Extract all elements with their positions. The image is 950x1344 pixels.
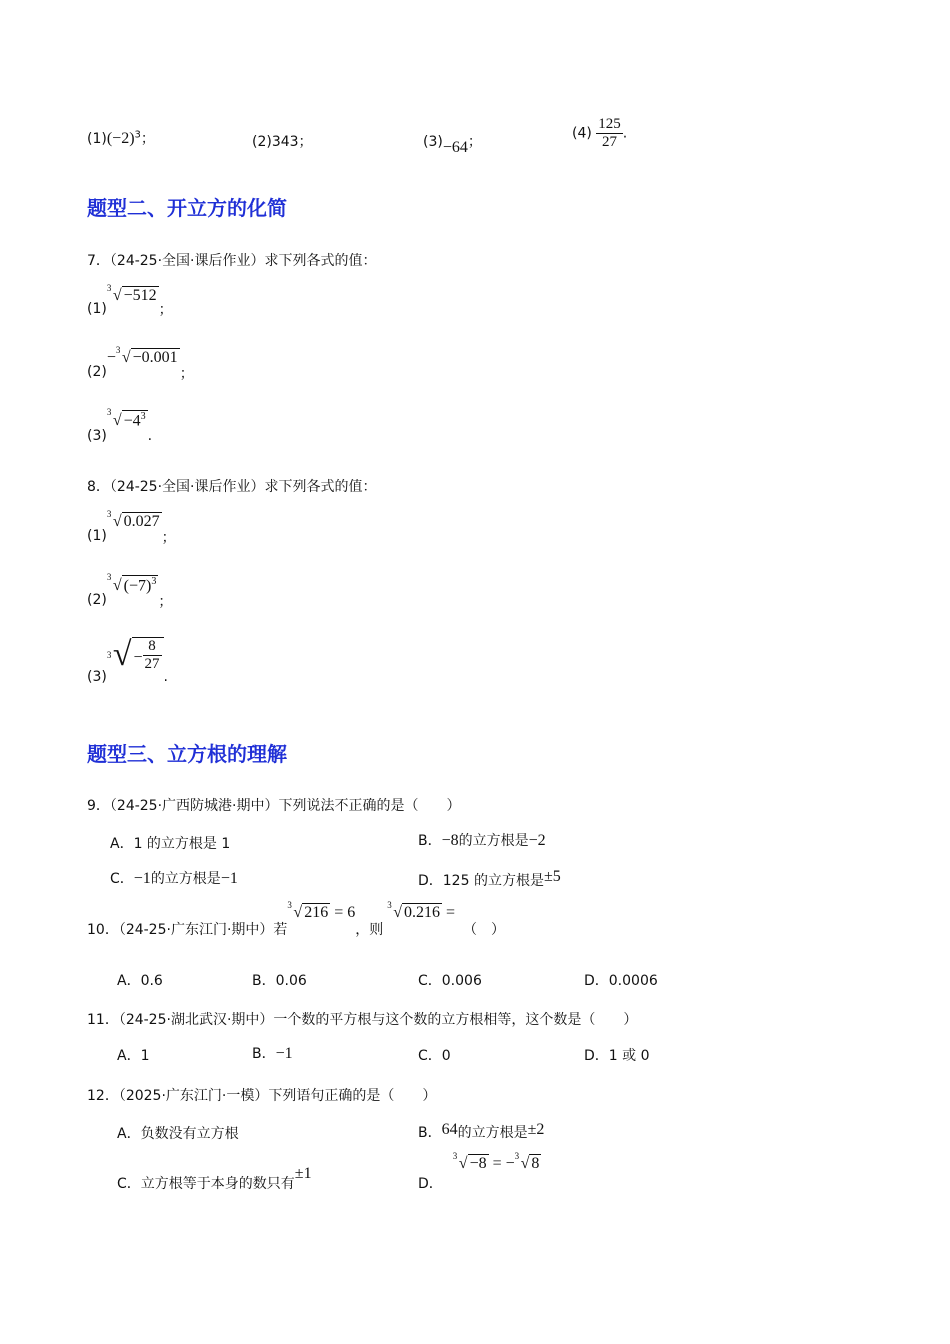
stem-text: 10．（24-25·广东江门·期中）若 — [87, 922, 288, 938]
exponent: 3 — [151, 576, 157, 587]
cube-root — [287, 900, 356, 922]
math-expr: = 6 — [330, 904, 356, 921]
exponent: 3 — [134, 129, 141, 141]
punct: . — [163, 669, 168, 686]
minus-sign: − — [106, 349, 116, 366]
option-label: B． — [252, 1046, 276, 1062]
radical-sign: √ — [112, 412, 122, 430]
sub-question — [87, 509, 176, 546]
root-index: 3 — [106, 283, 112, 293]
question-stem — [87, 900, 506, 938]
radical-sign: √ — [112, 287, 122, 304]
fraction — [143, 638, 162, 673]
question-stem: 7．（24-25·全国·课后作业）求下列各式的值： — [87, 253, 377, 269]
sub-question — [87, 636, 168, 686]
item-2: (2)343； — [252, 134, 313, 150]
base: (−7) — [123, 577, 152, 595]
radicand: 216 — [304, 904, 329, 921]
option-a: A．1 — [117, 1048, 150, 1064]
option-c — [117, 1163, 312, 1192]
math-expr: ±5 — [543, 868, 561, 885]
option-label: B． — [418, 1125, 442, 1141]
math-expr: −1 — [133, 870, 151, 887]
section-heading: 题型三、立方根的理解 — [87, 742, 287, 766]
item-1 — [87, 128, 155, 148]
root-index: 3 — [387, 900, 392, 910]
radical-sign: √ — [458, 1155, 468, 1172]
question-stem: 8．（24-25·全国·课后作业）求下列各式的值： — [87, 479, 377, 495]
option-text: 的立方根是 — [150, 871, 221, 887]
question-stem: 12．（2025·广东江门·一模）下列语句正确的是（ ） — [87, 1088, 437, 1104]
option-d: D．1 或 0 — [584, 1048, 650, 1064]
math-expr: = − — [488, 1155, 515, 1172]
radical-sign: √ — [393, 904, 402, 921]
option-label: C． — [110, 871, 134, 887]
stem-text: ，则 — [355, 922, 384, 938]
math-expr: −64 — [442, 139, 468, 156]
radicand: −0.001 — [132, 349, 178, 366]
option-text: 的立方根是 — [457, 1125, 528, 1141]
radical-sign: √ — [112, 577, 122, 595]
cube-root — [387, 900, 456, 922]
radical-sign: √ — [520, 1155, 530, 1172]
radicand — [122, 410, 148, 430]
option-b — [418, 1119, 544, 1139]
item-label: (1) — [87, 131, 107, 147]
punct: ； — [158, 594, 173, 611]
cube-root — [106, 407, 148, 430]
denominator: 27 — [144, 656, 160, 673]
root-index: 3 — [514, 1151, 520, 1161]
option-c — [110, 868, 238, 888]
option-b: B．0.06 — [252, 973, 307, 989]
item-label: (1) — [87, 528, 107, 544]
option-label: D． — [418, 1176, 443, 1192]
option-a: A．1 的立方根是 1 — [110, 836, 231, 852]
section-heading: 题型二、开立方的化简 — [87, 196, 287, 220]
numerator: 8 — [143, 638, 162, 656]
sub-question — [87, 572, 173, 611]
radical-sign: √ — [112, 513, 122, 530]
cube-root — [452, 1151, 489, 1173]
root-index: 3 — [287, 900, 292, 910]
punct: . — [147, 428, 153, 445]
item-3 — [423, 131, 482, 156]
option-text: 的立方根是 — [458, 833, 529, 849]
cube-root — [107, 636, 164, 674]
minus-sign: − — [133, 648, 143, 666]
question-stem: 11．（24-25·湖北武汉·期中）一个数的平方根与这个数的立方根相等，这个数是（ ） — [87, 1012, 638, 1028]
radicand — [132, 637, 164, 673]
math-expr: (−2) — [106, 130, 135, 147]
root-index: 3 — [452, 1151, 458, 1161]
cube-root — [115, 345, 180, 367]
denominator: 27 — [602, 134, 618, 150]
item-label: (3) — [87, 428, 107, 445]
punct: . — [622, 125, 628, 142]
item-label: (2) — [87, 592, 107, 609]
numerator: 125 — [598, 116, 621, 132]
math-expr: ±2 — [527, 1121, 545, 1138]
math-expr: ±1 — [294, 1165, 312, 1182]
punct: ； — [158, 302, 173, 318]
item-label: (4) — [572, 125, 592, 142]
sub-question — [87, 345, 194, 382]
question-stem: 9．（24-25·广西防城港·期中）下列说法不正确的是（ ） — [87, 798, 461, 814]
radical-sign: √ — [121, 349, 131, 366]
option-c: C．0.006 — [418, 973, 482, 989]
sub-question — [87, 283, 173, 318]
radicand: 8 — [531, 1155, 540, 1172]
stem-text: （ ） — [463, 922, 506, 938]
option-d — [418, 866, 561, 889]
punct: ； — [161, 530, 176, 546]
sub-question — [87, 407, 153, 445]
base: −4 — [123, 412, 141, 430]
root-index: 3 — [106, 572, 112, 582]
root-index: 3 — [115, 345, 121, 355]
math-expr: = — [442, 904, 456, 921]
option-a: A．0.6 — [117, 973, 163, 989]
radicand: −8 — [469, 1155, 487, 1172]
punct: ； — [179, 366, 194, 382]
punct: ； — [140, 131, 155, 147]
option-b — [252, 1043, 293, 1063]
cube-root — [514, 1151, 542, 1173]
option-text: C．立方根等于本身的数只有 — [117, 1176, 295, 1192]
item-label: (3) — [423, 134, 443, 150]
root-index: 3 — [106, 407, 112, 417]
option-c: C．0 — [418, 1048, 451, 1064]
option-text: D．125 的立方根是 — [418, 873, 544, 889]
math-expr: 64 — [441, 1121, 458, 1138]
root-index: 3 — [106, 650, 112, 660]
root-index: 3 — [106, 509, 112, 519]
exponent: 3 — [140, 411, 146, 422]
math-expr: −1 — [275, 1045, 293, 1062]
cube-root — [106, 283, 159, 305]
item-4 — [572, 116, 627, 151]
radicand: −512 — [123, 287, 157, 304]
option-label: B． — [418, 833, 442, 849]
radicand — [122, 575, 159, 595]
punct: ； — [467, 134, 482, 150]
radicand: 0.216 — [404, 904, 440, 921]
math-expr: −8 — [441, 832, 459, 849]
fraction — [596, 116, 623, 151]
cube-root — [106, 572, 158, 595]
option-d — [418, 1151, 541, 1192]
item-label: (2) — [87, 364, 107, 380]
radical-sign: √ — [112, 636, 132, 673]
option-d: D．0.0006 — [584, 973, 658, 989]
math-expr: −1 — [220, 870, 238, 887]
item-label: (1) — [87, 301, 107, 317]
radicand: 0.027 — [123, 513, 160, 530]
radical-sign: √ — [293, 904, 303, 921]
cube-root — [106, 509, 162, 531]
item-label: (3) — [87, 669, 107, 686]
option-b — [418, 830, 546, 850]
option-a: A．负数没有立方根 — [117, 1126, 239, 1142]
math-expr: −2 — [528, 832, 546, 849]
